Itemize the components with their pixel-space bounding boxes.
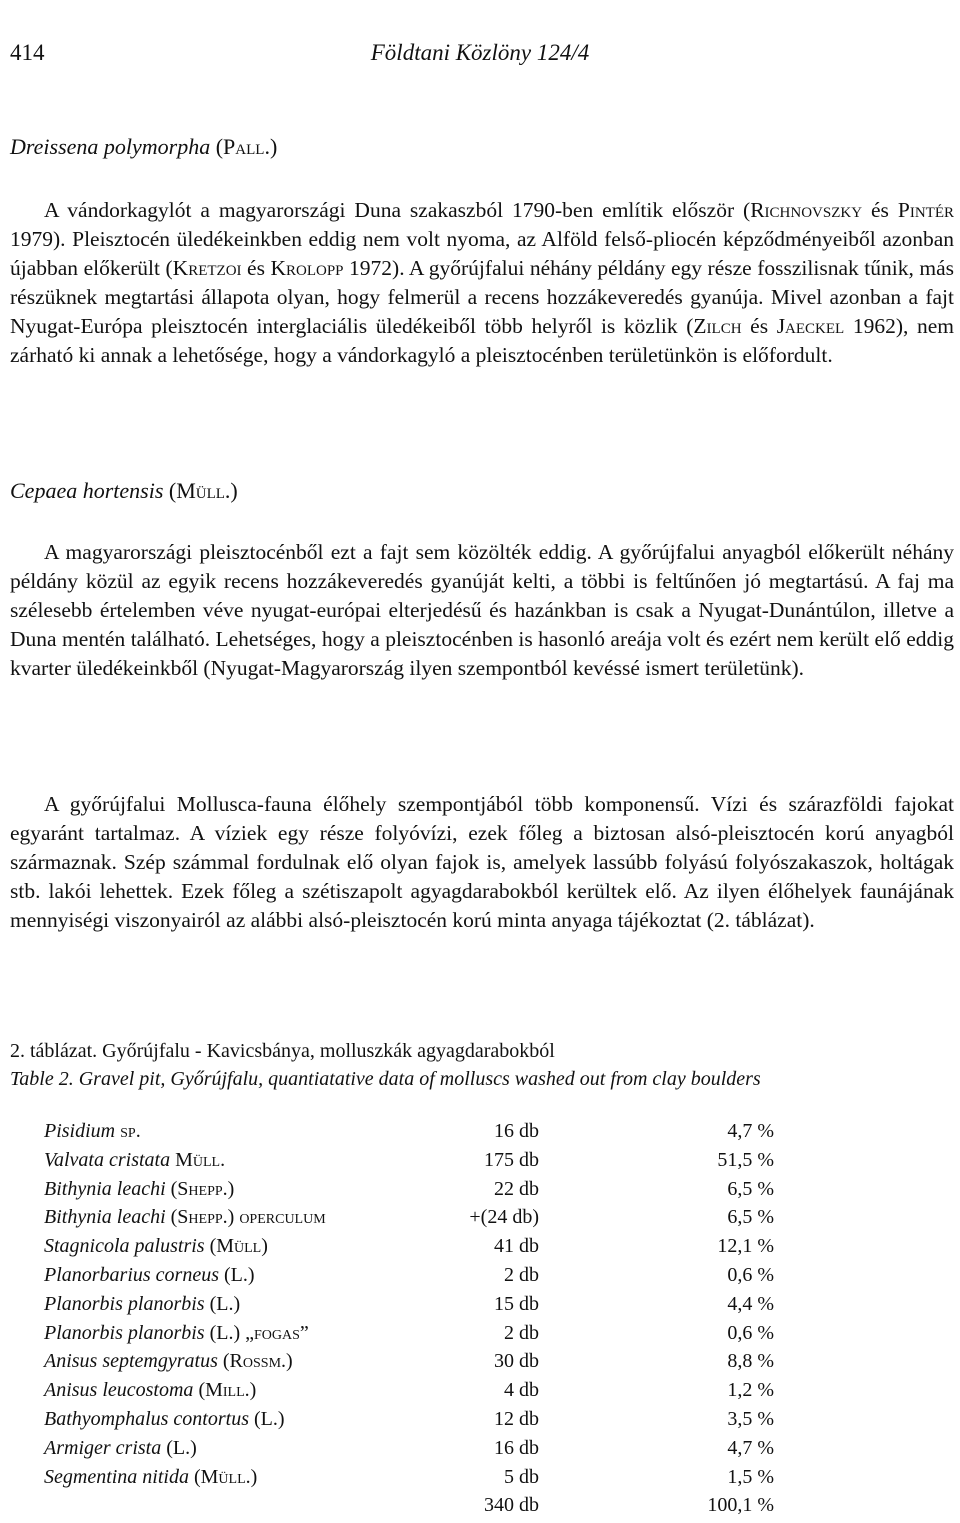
species-author: (Rossm.) (217, 1350, 293, 1373)
running-header (10, 40, 950, 74)
count-cell: 2 db (504, 1263, 539, 1286)
species-name: Bathyomphalus contortus (44, 1407, 249, 1430)
species-author: sp. (115, 1120, 141, 1142)
count-cell: 22 db (494, 1177, 539, 1200)
species-author: (Müll.) (168, 478, 238, 503)
percent-cell: 8,8 % (727, 1350, 774, 1373)
species-cell (44, 1293, 424, 1322)
mollusc-table (44, 1120, 774, 1523)
section-heading-cepaea (10, 478, 238, 504)
table-row (44, 1408, 774, 1437)
species-author: (L.) „fogas” (204, 1321, 309, 1344)
author-name: Richnovszky (750, 198, 863, 222)
section-heading-dreissena (10, 134, 277, 160)
species-author: Müll. (170, 1148, 226, 1171)
count-cell: 30 db (494, 1350, 539, 1373)
species-author: (L.) (161, 1436, 197, 1459)
count-cell: 15 db (494, 1292, 539, 1315)
species-author: (Müll.) (188, 1465, 258, 1488)
author-name: Krolopp (270, 256, 344, 280)
species-name: Planorbis planorbis (44, 1321, 205, 1344)
percent-cell: 3,5 % (727, 1407, 774, 1430)
species-cell (44, 1149, 424, 1178)
species-author: (L.) (219, 1263, 255, 1286)
count-cell: 2 db (504, 1321, 539, 1344)
species-author: (Mill.) (193, 1379, 257, 1402)
species-name: Bithynia leachi (44, 1177, 166, 1200)
percent-cell: 1,5 % (727, 1465, 774, 1488)
species-cell (44, 1466, 424, 1495)
table-row (44, 1379, 774, 1408)
species-name: Valvata cristata (44, 1148, 171, 1171)
species-name: Dreissena polymorpha (10, 134, 211, 159)
percent-cell: 0,6 % (727, 1321, 774, 1344)
species-author: (Müll) (204, 1235, 268, 1258)
species-cell (44, 1206, 424, 1235)
percent-cell: 6,5 % (727, 1206, 774, 1229)
text-run: és (862, 198, 898, 222)
count-cell: +(24 db) (469, 1206, 539, 1229)
text-run: és (241, 256, 271, 280)
species-cell (44, 1264, 424, 1293)
total-count-cell: 340 db (484, 1494, 539, 1517)
percent-cell: 0,6 % (727, 1263, 774, 1286)
table-row (44, 1178, 774, 1207)
table-row (44, 1322, 774, 1351)
percent-cell: 6,5 % (727, 1177, 774, 1200)
table-row (44, 1466, 774, 1495)
count-cell: 41 db (494, 1235, 539, 1258)
paragraph-dreissena (10, 196, 954, 370)
text-run: 1972). A győrújfalui néhány példány egy része fosszilisnak tűnik, más részüknek megtartási állapota olyan, hogy felmerül a recens hozzákeveredés gyanúja. Mivel azonban a fajt Nyugat-Európa pleisztocén interglaciális üledékeiből több helyről is közlik ( (10, 256, 954, 338)
text-run: 1979). Pleisztocén üledékeinkben eddig nem volt nyoma, az Alföld felső-pliocén képződményeiből azonban újabban előkerült ( (10, 227, 954, 280)
species-name: Armiger crista (44, 1436, 162, 1459)
author-name: Pintér (897, 198, 954, 222)
author-name: Kretzoi (172, 256, 242, 280)
table-caption-hu: 2. táblázat. Győrújfalu - Kavicsbánya, molluszkák agyagdarabokból (10, 1040, 555, 1062)
species-name: Anisus septemgyratus (44, 1350, 218, 1373)
table-row (44, 1350, 774, 1379)
species-cell (44, 1178, 424, 1207)
journal-title: Földtani Közlöny 124/4 (370, 40, 590, 65)
species-cell (44, 1408, 424, 1437)
species-cell (44, 1437, 424, 1466)
count-cell: 12 db (494, 1407, 539, 1430)
count-cell: 4 db (504, 1379, 539, 1402)
species-cell (44, 1379, 424, 1408)
table-caption-en: Table 2. Gravel pit, Győrújfalu, quantiatative data of molluscs washed out from clay boulders (10, 1068, 761, 1090)
species-name: Planorbarius corneus (44, 1263, 219, 1286)
paragraph-fauna: A győrújfalui Mollusca-fauna élőhely szempontjából több komponensű. Vízi és szárazföldi fajokat egyaránt tartalmaz. A víziek egy része folyóvízi, ezek főleg a biztosan alsó-pleisztocén korú anyagból származnak. Szép számmal fordulnak elő olyan fajok is, amelyek lassúbb folyású folyószakaszok, holtágak stb. lakói lehettek. Ezek főleg a szétiszapolt agyagdarabokból kerültek elő. Az ilyen élőhelyek faunájának mennyiségi viszonyairól az alábbi alsó-pleisztocén korú minta anyaga tájékoztat (2. táblázat). (10, 792, 954, 932)
species-cell (44, 1350, 424, 1379)
count-cell: 16 db (494, 1120, 539, 1142)
paragraph-cepaea: A magyarországi pleisztocénből ezt a fajt sem közölték eddig. A győrújfalui anyagból előkerült néhány példány közül az egyik recens hozzákeveredés gyanúját kelti, a többi is feltűnően jó megtartású. A faj ma szélesebb értelemben véve nyugat-európai elterjedésű és hazánkban is csak a Nyugat-Dunántúlon, illetve a Duna mentén található. Lehetséges, hogy a pleisztocénben is hasonló areája volt és ezért nem került elő eddig kvarter üledékeinkből (Nyugat-Magyarország ilyen szempontból kevéssé ismert területünk). (10, 540, 954, 680)
table-row (44, 1264, 774, 1293)
count-cell: 175 db (484, 1148, 539, 1171)
percent-cell: 4,7 % (727, 1120, 774, 1142)
species-author: (Shepp.) (165, 1177, 235, 1200)
percent-cell: 1,2 % (727, 1379, 774, 1402)
table-row (44, 1206, 774, 1235)
table-row (44, 1149, 774, 1178)
species-name: Cepaea hortensis (10, 478, 164, 503)
text-run: 1962), nem zárható ki annak a lehetősége, hogy a vándorkagyló a pleisztocénben területünkön is előfordult. (10, 314, 954, 367)
count-cell: 16 db (494, 1436, 539, 1459)
species-name: Segmentina nitida (44, 1465, 189, 1488)
mollusc-table-body (44, 1120, 774, 1523)
species-name: Stagnicola palustris (44, 1235, 205, 1258)
species-name: Anisus leucostoma (44, 1379, 194, 1402)
species-author: (Pall.) (215, 134, 278, 159)
species-name: Bithynia leachi (44, 1206, 166, 1229)
species-cell (44, 1120, 424, 1149)
text-run: és (741, 314, 777, 338)
species-name: Planorbis planorbis (44, 1292, 205, 1315)
percent-cell: 4,7 % (727, 1436, 774, 1459)
count-cell: 5 db (504, 1465, 539, 1488)
species-author: (Shepp.) operculum (165, 1206, 326, 1229)
species-author: (L.) (249, 1407, 285, 1430)
species-cell (44, 1235, 424, 1264)
author-name: Jaeckel (776, 314, 845, 338)
total-percent-cell: 100,1 % (707, 1494, 774, 1517)
table-row (44, 1293, 774, 1322)
table-row (44, 1235, 774, 1264)
species-cell (44, 1322, 424, 1351)
table-row (44, 1437, 774, 1466)
text-run: A vándorkagylót a magyarországi Duna szakaszból 1790-ben említik először ( (44, 198, 751, 222)
table-row (44, 1120, 774, 1149)
percent-cell: 4,4 % (727, 1292, 774, 1315)
page-number: 414 (10, 40, 45, 65)
species-name: Pisidium (44, 1120, 116, 1142)
author-name: Zilch (693, 314, 742, 338)
percent-cell: 51,5 % (717, 1148, 774, 1171)
percent-cell: 12,1 % (717, 1235, 774, 1258)
species-author: (L.) (204, 1292, 241, 1315)
